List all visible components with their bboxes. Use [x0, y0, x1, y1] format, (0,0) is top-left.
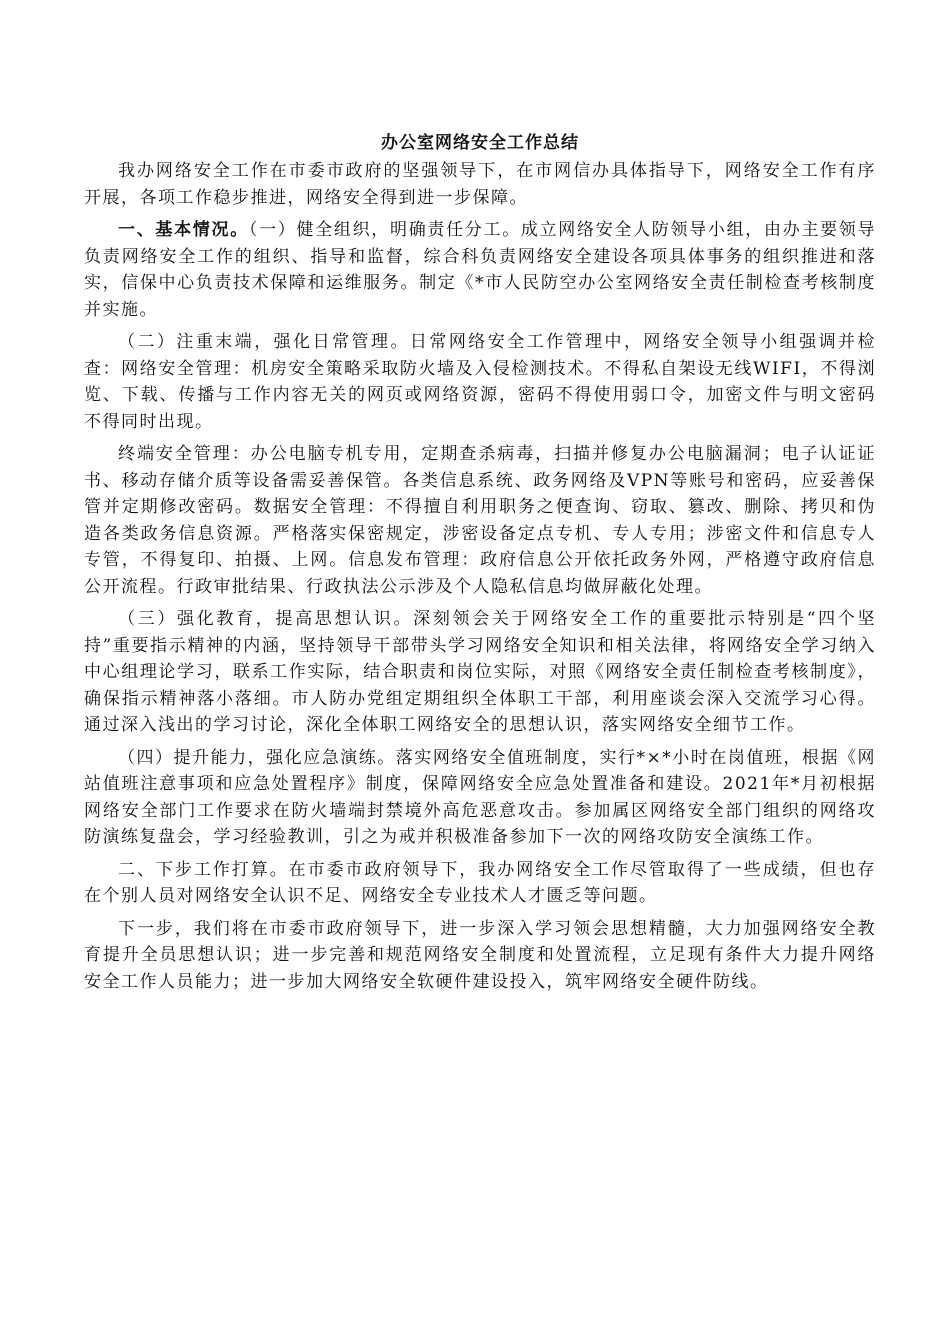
section1-heading: 一、基本情况。 [118, 220, 249, 240]
section1-item3-paragraph: （三）强化教育，提高思想认识。深刻领会关于网络安全工作的重要批示特别是“四个坚持”重要指示精神的内涵，坚持领导干部带头学习网络安全知识和相关法律，将网络安全学习纳入中心组理论学习，联系工作实际，结合职责和岗位实际，对照《网络安全责任制检查考核制度》，确保指示精神落小落细。市人防办党组定期组织全体职工干部，利用座谈会深入交流学习心得。通过深入浅出的学习讨论，深化全体职工网络安全的思想认识，落实网络安全细节工作。 [84, 609, 876, 735]
next-step-plan-paragraph: 下一步，我们将在市委市政府领导下，进一步深入学习领会思想精髓，大力加强网络安全教育提升全员思想认识；进一步完善和规范网络安全制度和处置流程，立足现有条件大力提升网络安全工作人员能力；进一步加大网络安全软硬件建设投入，筑牢网络安全硬件防线。 [84, 918, 876, 992]
document-page [84, 128, 876, 995]
basic-situation-paragraph [84, 217, 876, 323]
intro-paragraph: 我办网络安全工作在市委市政府的坚强领导下，在市网信办具体指导下，网络安全工作有序开展，各项工作稳步推进，网络安全得到进一步保障。 [84, 161, 876, 208]
document-title: 办公室网络安全工作总结 [381, 133, 579, 153]
section1-item1-text: （一）健全组织，明确责任分工。成立网络安全人防领导小组，由办主要领导负责网络安全工作的组织、指导和监督，综合科负责网络安全建设各项具体事务的组织推进和落实，信保中心负责技术保障和运维服务。制定《*市人民防空办公室网络安全责任制检查考核制度并实施。 [84, 220, 877, 320]
section1-item2-paragraph: （二）注重末端，强化日常管理。日常网络安全工作管理中，网络安全领导小组强调并检查：网络安全管理：机房安全策略采取防火墙及入侵检测技术。不得私自架设无线WIFI，不得浏览、下载、传播与工作内容无关的网页或网络资源，密码不得使用弱口令，加密文件与明文密码不得同时出现。 [84, 332, 876, 432]
section1-item4-paragraph: （四）提升能力，强化应急演练。落实网络安全值班制度，实行*×*小时在岗值班，根据《网站值班注意事项和应急处置程序》制度，保障网络安全应急处置准备和建设。2021年*月初根据网络安全部门工作要求在防火墙端封禁境外高危恶意攻击。参加属区网络安全部门组织的网络攻防演练复盘会，学习经验教训，引之为戒并积极准备参加下一次的网络攻防安全演练工作。 [84, 747, 876, 847]
next-steps-paragraph: 二、下步工作打算。在市委市政府领导下，我办网络安全工作尽管取得了一些成绩，但也存在个别人员对网络安全认识不足、网络安全专业技术人才匮乏等问题。 [84, 859, 876, 906]
terminal-security-paragraph: 终端安全管理：办公电脑专机专用，定期查杀病毒，扫描并修复办公电脑漏洞；电子认证证书、移动存储介质等设备需妥善保管。各类信息系统、政务网络及VPN等账号和密码，应妥善保管并定期修改密码。数据安全管理：不得擅自利用职务之便查询、窃取、篡改、删除、拷贝和伪造各类政务信息资源。严格落实保密规定，涉密设备定点专机、专人专用；涉密文件和信息专人专管，不得复印、拍摄、上网。信息发布管理：政府信息公开依托政务外网，严格遵守政府信息公开流程。行政审批结果、行政执法公示涉及个人隐私信息均做屏蔽化处理。 [84, 444, 876, 597]
